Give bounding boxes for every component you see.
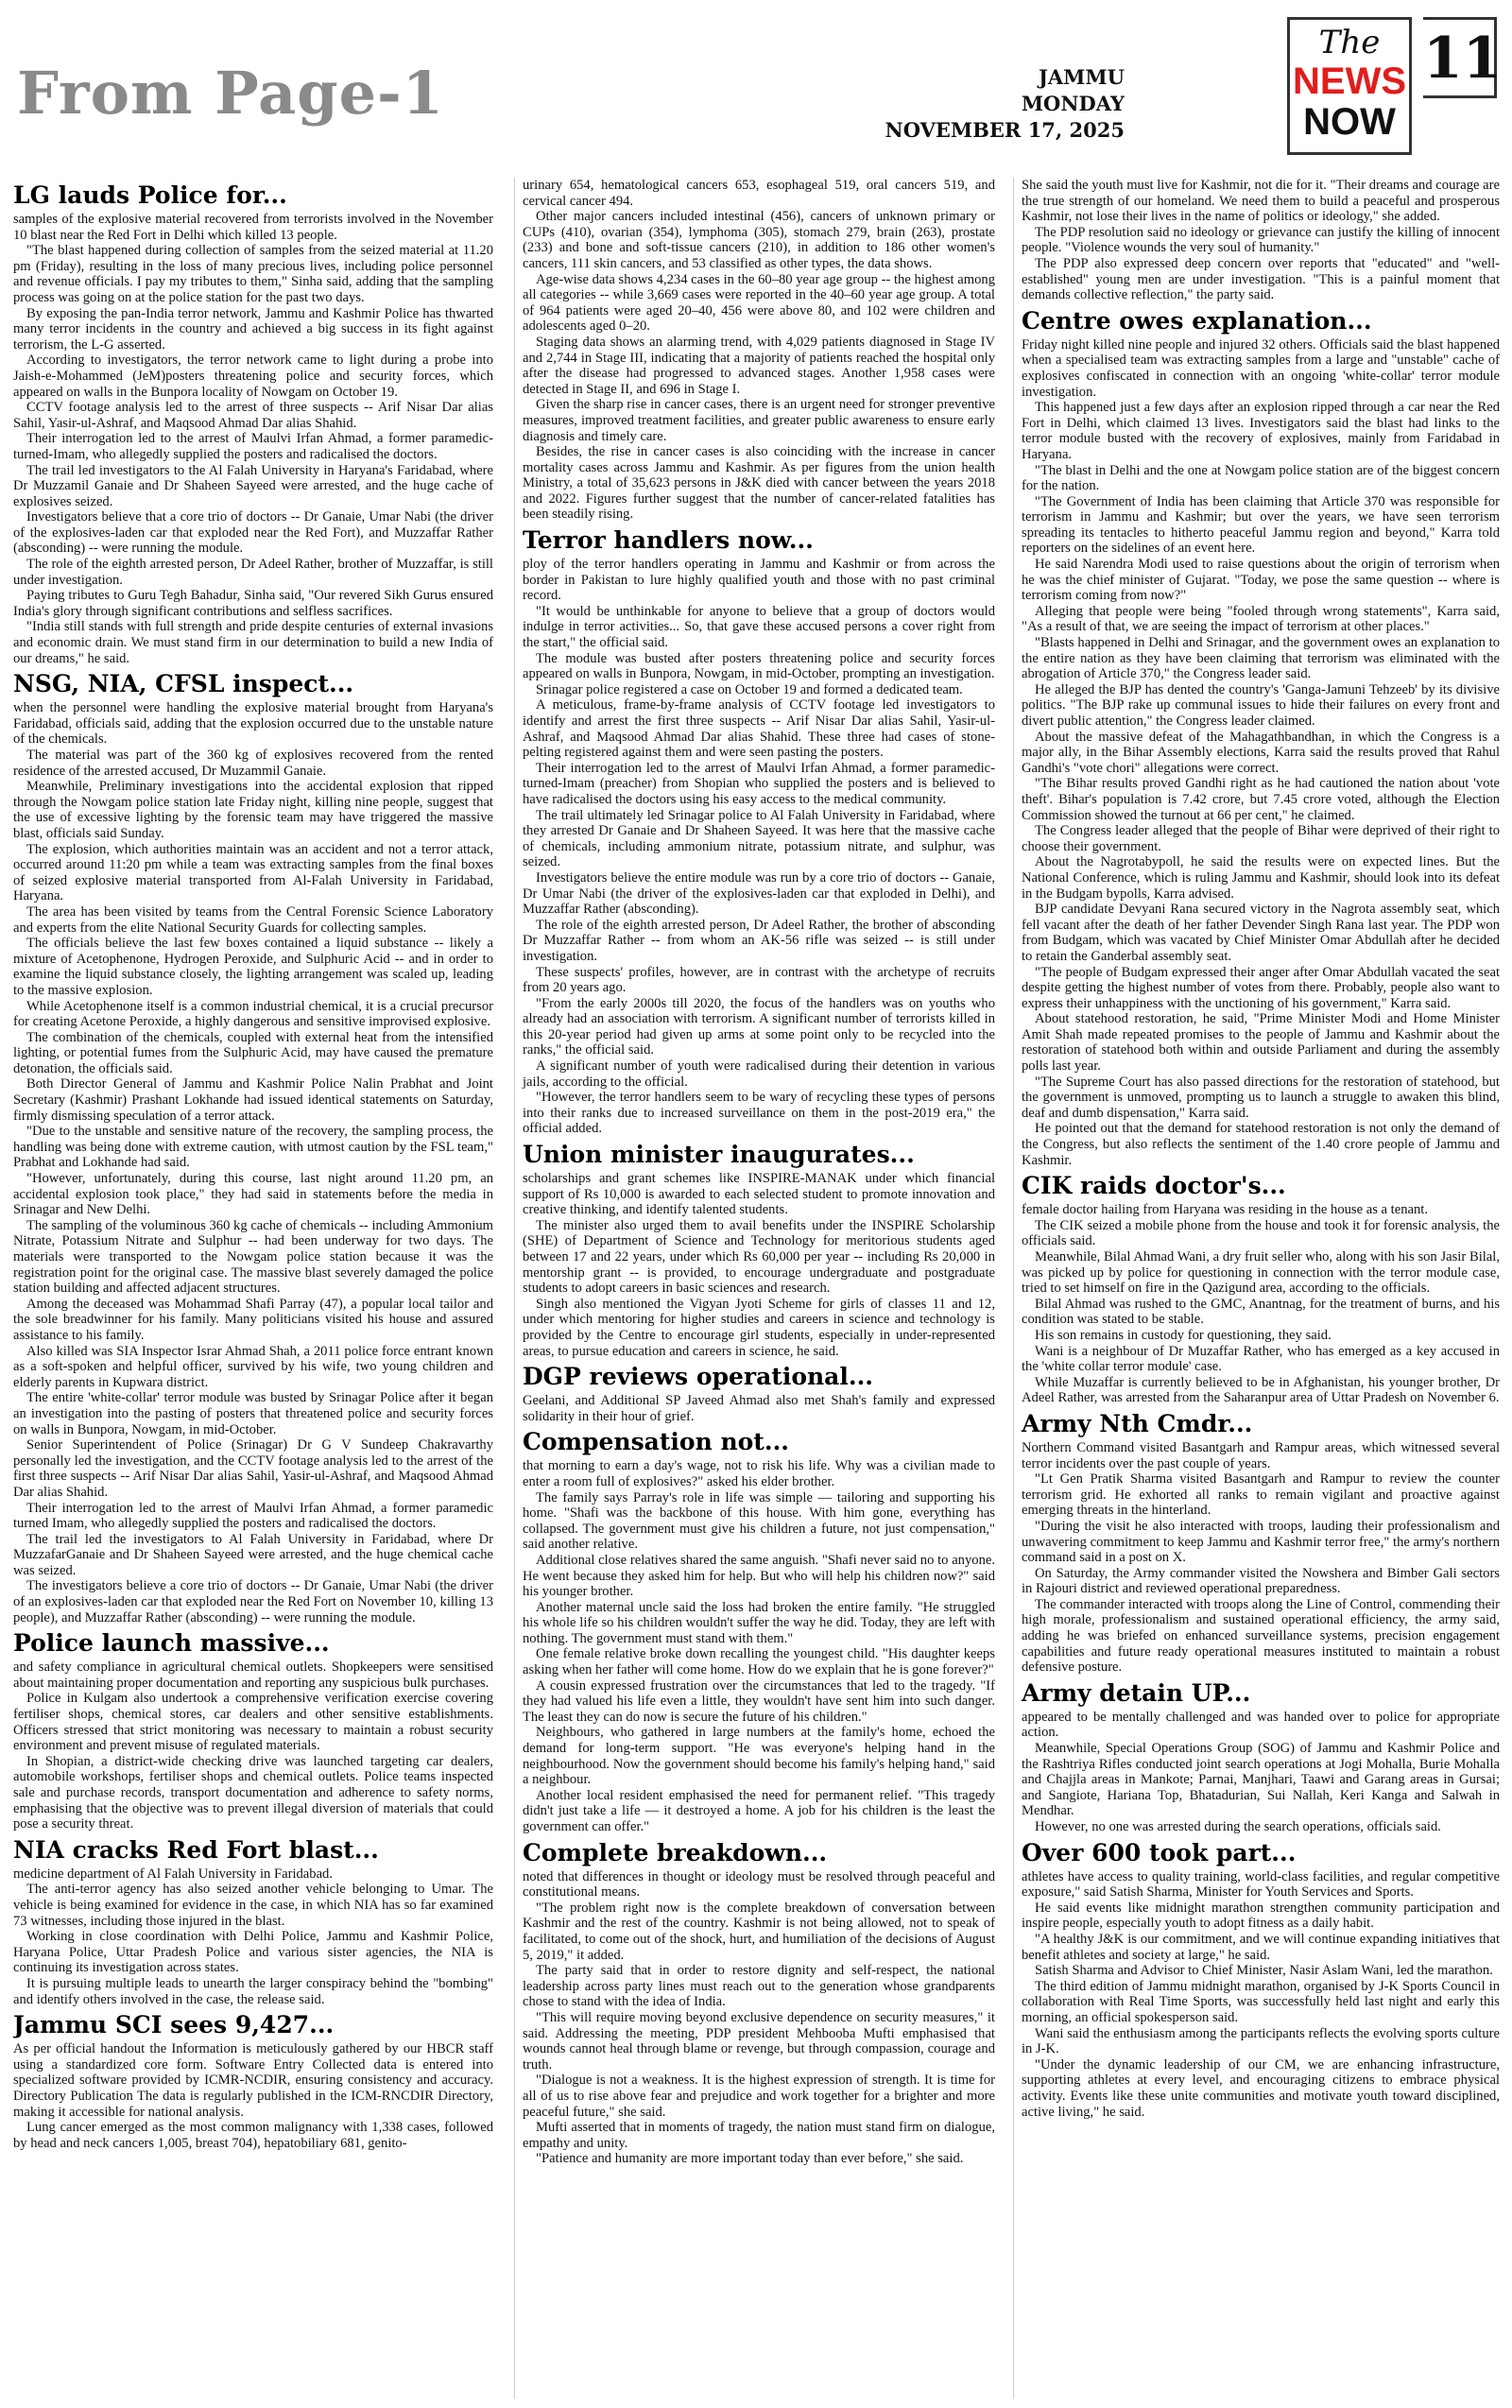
story-paragraph: The investigators believe a core trio of doctors -- Dr Ganaie, Umar Nabi (the driver of an explosives-laden car that exploded near the Red Fort on November 10, killing 13 people), and Muzzaffar Rather (absconding) -- were running the module. <box>13 1578 493 1625</box>
story-paragraph: Wani said the enthusiasm among the participants reflects the evolving sports culture in J-K. <box>1022 2025 1500 2057</box>
newspaper-logo <box>1287 17 1412 155</box>
column-3 <box>1013 178 1500 2399</box>
story-paragraph: He said Narendra Modi used to raise questions about the origin of terrorism when he was the chief minister of Gujarat. "Today, we pose the same question -- where is terrorism coming from now?" <box>1022 557 1500 604</box>
story-paragraph: "From the early 2000s till 2020, the focus of the handlers was on youths who already had an association with terrorism. A significant number of terrorists killed in this 20-year period had given up arms at some point only to be recycled into the ranks," the official said. <box>523 995 995 1058</box>
story-paragraph: "Due to the unstable and sensitive nature of the recovery, the sampling process, the handling was being done with extreme caution, with utmost caution by the FSL team," Prabhat and Lokhande had said. <box>13 1124 493 1171</box>
story-paragraph: The role of the eighth arrested person, Dr Adeel Rather, the brother of absconding Dr Muzzaffar Rather -- from whom an AK-56 rifle was seized -- is still under investigation. <box>523 917 995 964</box>
news-story <box>13 2011 493 2151</box>
story-paragraph: "The people of Budgam expressed their anger after Omar Abdullah vacated the seat despite getting the highest number of votes from there. Probably, people also want to express their unhappiness with the unctioning of his government," Karra said. <box>1022 964 1500 1011</box>
story-headline: Complete breakdown... <box>523 1838 828 1866</box>
story-paragraph: scholarships and grant schemes like INSPIRE-MANAK under which financial support of Rs 10,000 is awarded to each selected student to promote innovation and creative thinking, and identify talented students. <box>523 1171 995 1218</box>
story-paragraph: "The problem right now is the complete breakdown of conversation between Kashmir and the rest of the country. Kashmir is not being allowed, not to speak of facilitated, to come out of the shock, hurt, and humiliation of the decisions of August 5, 2019," it added. <box>523 1900 995 1963</box>
story-paragraph: Working in close coordination with Delhi Police, Jammu and Kashmir Police, Haryana Police, Uttar Pradesh Police and various sister agencies, the NIA is continuing its investigation across states. <box>13 1929 493 1976</box>
story-paragraph: Satish Sharma and Advisor to Chief Minister, Nasir Aslam Wani, led the marathon. <box>1035 1963 1493 1979</box>
story-paragraph: The party said that in order to restore dignity and self-respect, the national leadership across party lines must reach out to the generation whose grandparents chose to stand with the idea of India. <box>523 1963 995 2010</box>
logo-news: NEWS <box>1293 60 1406 102</box>
story-paragraph: She said the youth must live for Kashmir, not die for it. "Their dreams and courage are the true strength of our homeland. We need them to build a peaceful and prosperous Kashmir, not lose their lives in the name of politics or ideology," she added. <box>1022 178 1500 225</box>
article-columns <box>13 178 1499 2399</box>
dateline-date: NOVEMBER 17, 2025 <box>885 118 1125 142</box>
story-paragraph: Meanwhile, Preliminary investigations into the accidental explosion that ripped through the Nowgam police station late Friday night, killing nine people, suggest that the use of excessive lighting by the forensic team may have triggered the massive blast, officials said Sunday. <box>13 779 493 841</box>
story-paragraph: and safety compliance in agricultural chemical outlets. Shopkeepers were sensitised about maintaining proper documentation and reporting any suspicious bulk purchases. <box>13 1660 493 1691</box>
story-paragraph: Lung cancer emerged as the most common malignancy with 1,338 cases, followed by head and neck cancers 1,005, breast 704), hepatobiliary 681, genito- <box>13 2120 493 2151</box>
column-2 <box>514 178 995 2399</box>
column-1 <box>13 178 493 2399</box>
story-paragraph: "The Supreme Court has also passed directions for the restoration of statehood, but the government is unmoved, prompting us to launch a struggle to awaken this blind, deaf and dumb dispensation," Karra said. <box>1022 1074 1500 1121</box>
news-story <box>13 1836 493 2007</box>
story-paragraph: The material was part of the 360 kg of explosives recovered from the rented residence of the arrested accused, Dr Muzammil Ganaie. <box>13 748 493 779</box>
story-paragraph: This happened just a few days after an explosion ripped through a car near the Red Fort in Delhi, which claimed 13 lives. Investigators said the blast had links to the terror module busted with the recovery of explosives, mainly from Faridabad in Haryana. <box>1022 400 1500 462</box>
news-story <box>523 178 995 523</box>
story-paragraph: Another maternal uncle said the loss had broken the entire family. "He struggled his whole life so his children wouldn't suffer the way he did. Today, they are left with nothing. The government must stand with them." <box>523 1599 995 1646</box>
story-paragraph: Srinagar police registered a case on October 19 and formed a dedicated team. <box>536 681 963 697</box>
story-paragraph: Additional close relatives shared the same anguish. "Shafi never said no to anyone. He went because they asked him for help. But who will help his children now?" said his younger brother. <box>523 1552 995 1600</box>
story-paragraph: that morning to earn a day's wage, not to risk his life. Why was a civilian made to enter a room full of explosives?" asked his elder brother. <box>523 1458 995 1489</box>
story-paragraph: As per official handout the Information is meticulously gathered by our HBCR staff using a standardized core form. Software Entry Collected data is entered into specialized software provided by ICMR-NCDIR, ensuring consistency and accuracy. Directory Publication The data is regularly published in the ICM-RNCDIR Directory, making it accessible for national analysis. <box>13 2041 493 2120</box>
story-paragraph: Neighbours, who gathered in large numbers at the family's home, echoed the demand for long-term support. "He was everyone's helping hand in the neighbourhood. Now the government should become his family's helping hand," said a neighbour. <box>523 1725 995 1788</box>
story-paragraph: About statehood restoration, he said, "Prime Minister Modi and Home Minister Amit Shah made repeated promises to the people of Jammu and Kashmir about the restoration of statehood both within and outside Parliament and during the assembly polls last year. <box>1022 1011 1500 1075</box>
page-number: 11 <box>1423 17 1497 98</box>
story-paragraph: The PDP also expressed deep concern over reports that "educated" and "well-established" young men are under investigation. "This is a painful moment that demands collective reflection," the party said. <box>1022 255 1500 303</box>
story-paragraph: Also killed was SIA Inspector Israr Ahmad Shah, a 2011 police force entrant known as a soft-spoken and helpful officer, survived by his wife, two young children and elderly parents in Kupwara district. <box>13 1343 493 1390</box>
story-paragraph: Their interrogation led to the arrest of Maulvi Irfan Ahmad, a former paramedic-turned-Imam, who allegedly supplied the posters and radicalised the doctors. <box>13 431 493 462</box>
story-paragraph: According to investigators, the terror network came to light during a probe into Jaish-e-Mohammed (JeM)posters threatening police and security forces, which appeared on walls in the Bunpora locality of Nowgam on October 19. <box>13 353 493 400</box>
story-paragraph: Staging data shows an alarming trend, with 4,029 patients diagnosed in Stage IV and 2,744 in Stage III, indicating that a majority of patients reached the hospital only after the disease had progressed to advanced stages. Another 1,958 cases were detected in Stage II, and 696 in Stage I. <box>523 334 995 397</box>
story-paragraph: Investigators believe the entire module was run by a core trio of doctors -- Ganaie, Dr Umar Nabi (the driver of the explosives-laden car that exploded in Delhi), and Muzzaffar Rather (absconding). <box>523 869 995 918</box>
story-paragraph: Investigators believe that a core trio of doctors -- Dr Ganaie, Umar Nabi (the driver of the explosives-laden car that exploded near the Red Fort), and Muzzaffar Rather (absconding) -- were running the module. <box>13 509 493 557</box>
story-paragraph: appeared to be mentally challenged and was handed over to police for appropriate action. <box>1022 1709 1500 1741</box>
story-paragraph: when the personnel were handling the explosive material brought from Haryana's Faridabad, officials said, adding that the explosion occurred due to the unstable nature of the chemicals. <box>13 700 493 748</box>
story-paragraph: In Shopian, a district-wide checking drive was launched targeting car dealers, automobile workshops, fertiliser shops and chemical outlets. Police teams inspected sale and purchase records, transport documentation and adherence to safety norms, emphasising that the objective was to prevent illegal diversion of materials that could pose a security threat. <box>13 1753 493 1832</box>
story-paragraph: The minister also urged them to avail benefits under the INSPIRE Scholarship (SHE) of Department of Science and Technology for meritorious students aged between 17 and 22 years, under which Rs 60,000 per year -- including Rs 20,000 in mentorship grant -- is provided, to encourage undergraduate and postgraduate students to adopt careers in basic sciences and research. <box>523 1217 995 1297</box>
story-paragraph: Besides, the rise in cancer cases is also coinciding with the increase in cancer mortality cases across Jammu and Kashmir. As per figures from the union health Ministry, a total of 35,623 persons in J&K died with cancer between the years 2018 and 2022. Figures further suggest that the number of cancer-related fatalities has been steadily rising. <box>523 444 995 523</box>
story-paragraph: samples of the explosive material recovered from terrorists involved in the November 10 blast near the Red Fort in Delhi which killed 13 people. <box>13 212 493 243</box>
news-story <box>523 1839 995 2167</box>
story-headline: Terror handlers now... <box>523 526 814 555</box>
story-paragraph: Senior Superintendent of Police (Srinagar) Dr G V Sundeep Chakravarthy personally led the investigation, and the CCTV footage analysis led to the arrest of the first three suspects -- Arif Nisar Dar alias Sahil, Yasir-ul-Ashraf, and Maqsood Ahmad Dar alias Shahid. <box>13 1437 493 1500</box>
story-paragraph: These suspects' profiles, however, are in contrast with the archetype of recruits from 20 years ago. <box>523 964 995 996</box>
news-story <box>523 526 995 1137</box>
story-paragraph: Their interrogation led to the arrest of Maulvi Irfan Ahmad, a former paramedic turned Imam, who allegedly supplied the posters and radicalised the doctors. <box>13 1500 493 1532</box>
story-headline: NIA cracks Red Fort blast... <box>13 1835 379 1864</box>
story-paragraph: A cousin expressed frustration over the circumstances that led to the tragedy. "If they had valued his life even a little, they wouldn't have sent him into such danger. The least they can do now is secure the future of his children." <box>523 1677 995 1725</box>
story-paragraph: The officials believe the last few boxes contained a liquid substance -- likely a mixture of Acetophenone, Hydrogen Peroxide, and Sulphuric Acid -- and in order to examine the liquid substance closely, the lighting arrangement was scaled up, leading to the massive explosion. <box>13 936 493 998</box>
news-story <box>1022 1679 1500 1835</box>
story-paragraph: Singh also mentioned the Vigyan Jyoti Scheme for girls of classes 11 and 12, under which mentoring for higher studies and careers in science and technology is provided by the Centre to encourage girl students, especially in under-represented areas, to pursue education and careers in science, he said. <box>523 1296 995 1359</box>
story-paragraph: He said events like midnight marathon strengthen community participation and inspire people, especially youth to adopt fitness as a daily habit. <box>1022 1900 1500 1932</box>
story-paragraph: Mufti asserted that in moments of tragedy, the nation must stand firm on dialogue, empathy and unity. <box>523 2120 995 2151</box>
story-headline: CIK raids doctor's... <box>1022 1172 1286 1200</box>
story-paragraph: "India still stands with full strength and pride despite centuries of external invasions and economic drain. We must stand firm in our determination to build a new India of our dreams," he said. <box>13 619 493 666</box>
story-paragraph: Geelani, and Additional SP Javeed Ahmad also met Shah's family and expressed solidarity in their hour of grief. <box>523 1393 995 1424</box>
story-paragraph: "It would be unthinkable for anyone to believe that a group of doctors would indulge in terror activities... So, that gave these accused persons a cover right from the start," the official said. <box>523 603 995 651</box>
story-headline: Over 600 took part... <box>1022 1838 1297 1866</box>
story-paragraph: Given the sharp rise in cancer cases, there is an urgent need for stronger preventive measures, improved treatment facilities, and greater public awareness to ensure early diagnosis and timely care. <box>523 397 995 444</box>
story-paragraph: The anti-terror agency has also seized another vehicle belonging to Umar. The vehicle is being examined for evidence in the case, in which NIA has so far examined 73 witnesses, including those injured in the blast. <box>13 1882 493 1929</box>
story-paragraph: "The Bihar results proved Gandhi right as he had cautioned the nation about 'vote theft'. Bihar's population is 7.42 crore, but 7.45 crore voted, although the Election Commission showed the turnout at 66 per cent," he claimed. <box>1022 776 1500 823</box>
story-paragraph: "A healthy J&K is our commitment, and we will continue expanding initiatives that benefit athletes and society at large," he said. <box>1022 1931 1500 1963</box>
story-paragraph: Among the deceased was Mohammad Shafi Parray (47), a popular local tailor and the sole breadwinner for his family. Many politicians visited his house and assured assistance to his family. <box>13 1296 493 1343</box>
story-paragraph: He alleged the BJP has dented the country's 'Ganga-Jamuni Tehzeeb' by its divisive politics. "The BJP rake up communal issues to hide their failures on every front and divert public attention," the Congress leader claimed. <box>1022 681 1500 729</box>
story-paragraph: The explosion, which authorities maintain was an accident and not a terror attack, occurred around 11:20 pm while a team was extracting samples from the final boxes of seized explosive material transported from Al-Falah University in Faridabad, Haryana. <box>13 841 493 904</box>
news-story <box>1022 307 1500 1168</box>
story-paragraph: "Under the dynamic leadership of our CM, we are enhancing infrastructure, supporting athletes at every level, and encouraging citizens to embrace physical activity. Events like these unite communities and motivate youth toward disciplined, active living," he said. <box>1022 2056 1500 2120</box>
story-paragraph: Northern Command visited Basantgarh and Rampur areas, which witnessed several terror incidents over the past couple of years. <box>1022 1439 1500 1471</box>
story-headline: Compensation not... <box>523 1428 789 1456</box>
story-paragraph: "However, unfortunately, during this course, last night around 11.20 pm, an accidental explosion took place," they had said in statements before the media in Srinagar and New Delhi. <box>13 1171 493 1218</box>
story-paragraph: Friday night killed nine people and injured 32 others. Officials said the blast happened when a specialised team was extracting samples from a large and "unstable" cache of explosives confiscated in connection with an ongoing 'white-collar' terror module investigation. <box>1022 336 1500 400</box>
story-headline: Police launch massive... <box>13 1629 330 1658</box>
news-story <box>1022 1410 1500 1676</box>
story-paragraph: A significant number of youth were radicalised during their detention in various jails, according to the official. <box>523 1058 995 1090</box>
story-paragraph: Alleging that people were being "fooled through wrong statements", Karra said, "As a result of that, we are seeing the impact of terrorism at other places." <box>1022 603 1500 635</box>
story-paragraph: The area has been visited by teams from the Central Forensic Science Laboratory and experts from the elite National Security Guards for collecting samples. <box>13 903 493 936</box>
story-paragraph: On Saturday, the Army commander visited the Nowshera and Bimber Gali sectors in Rajouri district and reviewed operational preparedness. <box>1022 1565 1500 1597</box>
story-paragraph: His son remains in custody for questioning, they said. <box>1035 1327 1332 1343</box>
story-paragraph: Other major cancers included intestinal (456), cancers of unknown primary or CUPs (410), ovarian (354), lymphoma (305), stomach 279, brain (263), prostate (233) and bone and soft-tissue cancers (210), in addition to 186 other women's cancers, 111 skin cancers, and 53 classified as other types, the data shows. <box>523 209 995 271</box>
news-story <box>13 1629 493 1832</box>
story-headline: NSG, NIA, CFSL inspect... <box>13 670 354 698</box>
story-paragraph: Another local resident emphasised the need for permanent relief. "This tragedy didn't just take a life — it destroyed a home. A job for his children is the least the government can offer." <box>523 1787 995 1834</box>
news-story <box>13 670 493 1625</box>
story-paragraph: urinary 654, hematological cancers 653, esophageal 519, oral cancers 519, and cervical cancer 494. <box>523 178 995 209</box>
story-paragraph: CCTV footage analysis led to the arrest of three suspects -- Arif Nisar Dar alias Sahil, Yasir-ul-Ashraf, and Maqsood Ahmad Dar alias Shahid. <box>13 400 493 431</box>
news-story <box>523 1141 995 1359</box>
story-paragraph: The trail ultimately led Srinagar police to Al Falah University in Faridabad, where they arrested Dr Ganaie and Dr Shaheen Sayeed. It was here that the massive cache of chemicals, including ammonium nitrate, potassium nitrate, and sulphur, was seized. <box>523 807 995 870</box>
story-paragraph: "The Government of India has been claiming that Article 370 was responsible for terrorism in Jammu and Kashmir; but over the years, we have seen terrorism spreading its tentacles to hitherto peaceful Jammu region and beyond," Karra told reporters on the sidelines of an event here. <box>1022 493 1500 557</box>
story-paragraph: "This will require moving beyond exclusive dependence on security measures," it said. Addressing the meeting, PDP president Mehbooba Mufti emphasised that wounds cannot heal through blame or revenge, but through compassion, courage and truth. <box>523 2009 995 2073</box>
story-paragraph: medicine department of Al Falah University in Faridabad. <box>13 1866 334 1882</box>
story-paragraph: Meanwhile, Bilal Ahmad Wani, a dry fruit seller who, along with his son Jasir Bilal, was picked up by police for questioning in connection with the terror module case, tried to set himself on fire in the Qazigund area, according to the officials. <box>1022 1249 1500 1297</box>
story-headline: Army Nth Cmdr... <box>1022 1409 1253 1437</box>
story-paragraph: While Acetophenone itself is a common industrial chemical, it is a crucial precursor for creating Acetone Peroxide, a highly dangerous and sensitive improvised explosive. <box>13 998 493 1030</box>
story-paragraph: The sampling of the voluminous 360 kg cache of chemicals -- including Ammonium Nitrate, Potassium Nitrate and Sulphur -- had been underway for two days. The materials were transported to the Nowgam police station because it was the registration point for the original case. The massive blast severely damaged the police station building and affected adjacent structures. <box>13 1217 493 1297</box>
dateline-weekday: MONDAY <box>1021 92 1125 115</box>
story-paragraph: Their interrogation led to the arrest of Maulvi Irfan Ahmad, a former paramedic-turned-Imam (preacher) from Shopian who supplied the posters and is believed to have radicalised the doctors using his easy access to the medical community. <box>523 760 995 807</box>
story-headline: Jammu SCI sees 9,427... <box>13 2011 335 2039</box>
dateline <box>885 64 1125 144</box>
story-headline: Centre owes explanation... <box>1022 306 1372 335</box>
story-paragraph: "However, the terror handlers seem to be wary of recycling these types of persons into their ranks due to increased surveillance on them in the post-2019 era," the official added. <box>523 1090 995 1137</box>
story-paragraph: female doctor hailing from Haryana was residing in the house as a tenant. <box>1022 1202 1428 1218</box>
story-paragraph: Police in Kulgam also undertook a comprehensive verification exercise covering fertiliser shops, chemical stores, car dealers and other sensitive establishments. Officers stressed that strict monitoring was necessary to maintain a robust security environment and prevent misuse of regulated materials. <box>13 1691 493 1754</box>
news-story <box>523 1428 995 1834</box>
story-paragraph: By exposing the pan-India terror network, Jammu and Kashmir Police has thwarted many terror incidents in the country and achieved a big success in its fight against terrorism, the L-G asserted. <box>13 305 493 353</box>
story-headline: LG lauds Police for... <box>13 181 287 209</box>
story-paragraph: About the Nagrotabypoll, he said the results were on expected lines. But the National Conference, which is ruling Jammu and Kashmir, should look into its defeat in the Budgam bypolls, Karra advised. <box>1022 854 1500 902</box>
story-paragraph: Both Director General of Jammu and Kashmir Police Nalin Prabhat and Joint Secretary (Kashmir) Prashant Lokhande had issued identical statements on Saturday, firmly dismissing speculation of a terror attack. <box>13 1076 493 1124</box>
logo-the: The <box>1318 24 1381 61</box>
news-story <box>1022 1172 1500 1406</box>
story-paragraph: "During the visit he also interacted with troops, lauding their professionalism and unwavering commitment to keep Jammu and Kashmir terror free," the army's northern command said in a post on X. <box>1022 1518 1500 1566</box>
news-story <box>13 181 493 666</box>
story-paragraph: Meanwhile, Special Operations Group (SOG) of Jammu and Kashmir Police and the Rashtriya Rifles conducted joint search operations at Jogi Mohalla, Burie Mohalla and Chajjla areas in Mankote; Parnai, Manjhari, Taawi and Garang areas in Gursai; and Sangiote, Hariana Top, Bhatadurian, Sui Nallah, Keri Kanga and Salwah in Mendhar. <box>1022 1741 1500 1819</box>
story-headline: DGP reviews operational... <box>523 1363 873 1391</box>
story-paragraph: The PDP resolution said no ideology or grievance can justify the killing of innocent people. "Violence wounds the very soul of humanity." <box>1022 224 1500 256</box>
story-paragraph: The role of the eighth arrested person, Dr Adeel Rather, brother of Muzzaffar, is still under investigation. <box>13 557 493 588</box>
story-paragraph: One female relative broke down recalling the youngest child. "His daughter keeps asking when her father will come home. How do we explain that he is gone forever?" <box>523 1646 995 1678</box>
story-paragraph: A meticulous, frame-by-frame analysis of CCTV footage led investigators to identify and arrest the first three suspects -- Arif Nisar Dar alias Sahil, Yasir-ul-Ashraf, and Maqsood Ahmad Dar alias Shahid. These three had cases of stone-pelting registered against them and were seen pasting the posters. <box>523 697 995 761</box>
masthead <box>0 0 1512 170</box>
story-paragraph: The CIK seized a mobile phone from the house and took it for forensic analysis, the officials said. <box>1022 1217 1500 1249</box>
news-story <box>523 1363 995 1424</box>
story-paragraph: "Patience and humanity are more important today than ever before," she said. <box>536 2151 964 2167</box>
news-story <box>1022 178 1500 303</box>
story-paragraph: About the massive defeat of the Mahagathbandhan, in which the Congress is a major ally, in the Bihar Assembly elections, Karra said the results proved that Rahul Gandhi's "vote chori" allegations were correct. <box>1022 729 1500 776</box>
story-paragraph: He pointed out that the demand for statehood restoration is not only the demand of the Congress, but also reflects the sentiment of the 1.40 crore people of Jammu and Kashmir. <box>1022 1121 1500 1168</box>
story-paragraph: The entire 'white-collar' terror module was busted by Srinagar Police after it began an investigation into the pasting of posters that threatened police and security forces on walls in Bunpora, Nowgam, in mid-October. <box>13 1390 493 1437</box>
story-paragraph: "Dialogue is not a weakness. It is the highest expression of strength. It is time for all of us to rise above fear and prejudice and work together for a brighter and more peaceful future," she said. <box>523 2073 995 2120</box>
story-paragraph: Age-wise data shows 4,234 cases in the 60–80 year age group -- the highest among all categories -- while 3,669 cases were reported in the 40–60 year age group. A total of 964 patients were aged 20–40, 456 were above 80, and 102 were children and adolescents aged 0–20. <box>523 271 995 335</box>
story-headline: Union minister inaugurates... <box>523 1141 915 1169</box>
story-paragraph: The third edition of Jammu midnight marathon, organised by J-K Sports Council in collaboration with Real Time Sports, was successfully held last night and early this morning, an official spokesperson said. <box>1022 1978 1500 2025</box>
story-paragraph: "Lt Gen Pratik Sharma visited Basantgarh and Rampur to review the counter terrorism grid. He exhorted all ranks to remain vigilant and proactive against emerging threats in the hinterland. <box>1022 1471 1500 1519</box>
story-paragraph: The commander interacted with troops along the Line of Control, commending their high morale, professionalism and sustained operational efficiency, the army said, adding he was briefed on enhanced surveillance systems, precision engagement capabilities and future ready operational measures instituted to maintain a robust defensive posture. <box>1022 1596 1500 1676</box>
story-paragraph: BJP candidate Devyani Rana secured victory in the Nagrota assembly seat, which fell vacant after the death of her father Devender Singh Rana last year. The PDP won from Budgam, which was vacated by Chief Minister Omar Abdullah after he decided to retain the Ganderbal assembly seat. <box>1022 902 1500 964</box>
story-paragraph: "The blast in Delhi and the one at Nowgam police station are of the biggest concern for the nation. <box>1022 462 1500 494</box>
story-paragraph: athletes have access to quality training, world-class facilities, and regular competitive exposure," said Satish Sharma, Minister for Youth Services and Sports. <box>1022 1868 1500 1901</box>
story-paragraph: "Blasts happened in Delhi and Srinagar, and the government owes an explanation to the entire nation as they have been claiming that terrorism was eliminated with the abrogation of Article 370," the Congress leader said. <box>1022 635 1500 682</box>
story-paragraph: ploy of the terror handlers operating in Jammu and Kashmir or from across the border in Pakistan to lure highly qualified youth and those with no past criminal record. <box>523 557 995 604</box>
story-paragraph: The module was busted after posters threatening police and security forces appeared on walls in Bunpora, Nowgam, in mid-October, prompting an investigation. <box>523 650 995 682</box>
story-paragraph: The family says Parray's role in life was simple — tailoring and supporting his home. "Shafi was the backbone of this house. With him gone, everything has collapsed. The government must give his children a future, not just compensation," said another relative. <box>523 1489 995 1553</box>
story-paragraph: "The blast happened during collection of samples from the seized material at 11.20 pm (Friday), resulting in the loss of many precious lives, including police personnel and revenue officials. I pay my tributes to them," Sinha said, adding that the sampling process was going on at the police station for the past two days. <box>13 243 493 305</box>
story-headline: Army detain UP... <box>1022 1678 1251 1707</box>
story-paragraph: Paying tributes to Guru Tegh Bahadur, Sinha said, "Our revered Sikh Gurus ensured India's glory through significant contributions and selfless sacrifices. <box>13 588 493 619</box>
story-paragraph: The trail led investigators to the Al Falah University in Haryana's Faridabad, where Dr Muzzamil Ganaie and Dr Shaheen Sayeed were arrested, and the huge cache of explosives seized. <box>13 462 493 509</box>
story-paragraph: It is pursuing multiple leads to unearth the larger conspiracy behind the "bombing" and identify others involved in the case, the release said. <box>13 1975 493 2007</box>
news-story <box>1022 1839 1500 2121</box>
story-paragraph: noted that differences in thought or ideology must be resolved through peaceful and constitutional means. <box>523 1868 995 1901</box>
story-paragraph: The Congress leader alleged that the people of Bihar were deprived of their right to choose their government. <box>1022 823 1500 854</box>
logo-now: NOW <box>1303 101 1396 143</box>
story-paragraph: Wani is a neighbour of Dr Muzaffar Rather, who has emerged as a key accused in the 'white collar terror module' case. <box>1022 1343 1500 1375</box>
story-paragraph: The trail led the investigators to Al Falah University in Faridabad, where Dr MuzzafarGanaie and Dr Shaheen Sayeed were arrested, and the huge chemical cache was seized. <box>13 1531 493 1578</box>
dateline-city: JAMMU <box>1038 65 1125 89</box>
story-paragraph: While Muzaffar is currently believed to be in Afghanistan, his younger brother, Dr Adeel Rather, was arrested from the Saharanpur area of Uttar Pradesh on November 6. <box>1022 1374 1500 1406</box>
story-paragraph: The combination of the chemicals, coupled with external heat from the intensified lighting, or potential fumes from the Sulphuric Acid, may have caused the premature detonation, the officials said. <box>13 1029 493 1076</box>
story-paragraph: Bilal Ahmad was rushed to the GMC, Anantnag, for the treatment of burns, and his condition was stated to be stable. <box>1022 1296 1500 1328</box>
section-title: From Page-1 <box>17 59 444 128</box>
story-paragraph: However, no one was arrested during the search operations, officials said. <box>1035 1819 1441 1834</box>
